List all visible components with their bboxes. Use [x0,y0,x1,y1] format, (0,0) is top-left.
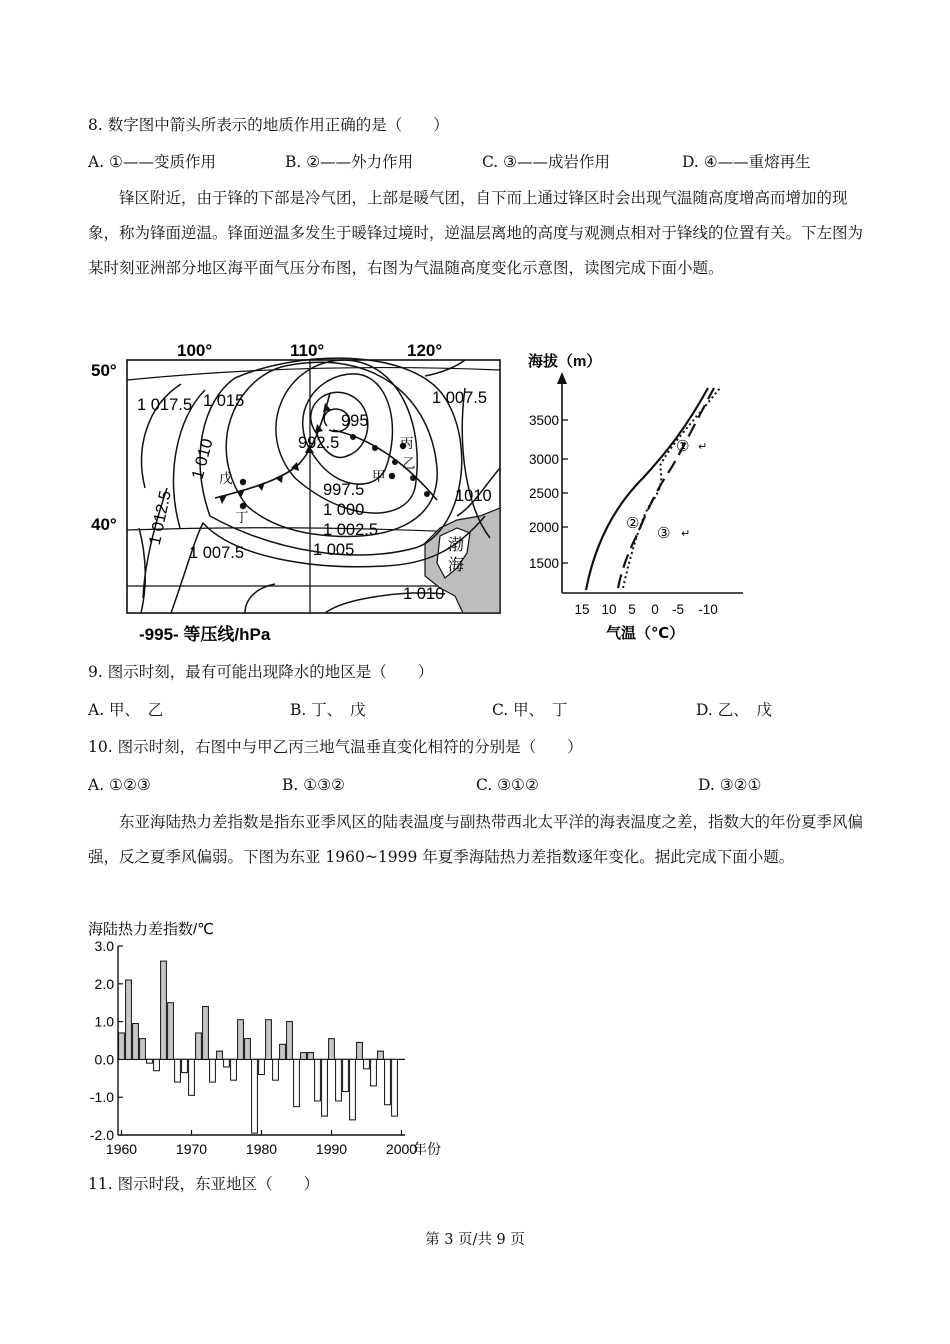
y-tick-label: 0.0 [94,1051,114,1068]
lon-120: 120° [407,341,443,360]
bar [322,1059,328,1116]
bar [266,1020,272,1060]
map-legend: -995- 等压线/hPa [139,625,271,644]
mark-return: ↵ [681,528,691,540]
isobar-label: 1 000 [323,501,365,519]
lon-100: 100° [177,341,213,360]
page-footer: 第 3 页/共 9 页 [425,1232,525,1248]
lat-50: 50° [91,361,117,380]
ytick: 3500 [528,413,559,428]
q9-option-c: C. 甲、 丁 [492,701,568,719]
bar [378,1051,384,1059]
bar [147,1059,153,1063]
isobar-label: 1 007.5 [432,389,488,407]
bar [231,1059,237,1080]
y-tick-label: -2.0 [89,1127,114,1143]
sea-label-hai: 海 [448,557,465,574]
bar [392,1059,398,1116]
ytick: 1500 [528,556,559,571]
chart-title: 海陆热力差指数/℃ [88,921,215,938]
lat-40: 40° [91,515,117,534]
isobar-label: 1 012.5 [145,488,175,547]
isobar-label: 1 015 [203,392,245,410]
bar [259,1059,265,1074]
bar [161,961,167,1059]
bar [385,1059,391,1104]
isobar-label: 1 010 [403,585,445,603]
q9-option-a: A. 甲、 乙 [88,701,164,719]
isobar-map [85,338,515,648]
q10-option-a: A. ①②③ [88,776,151,794]
passage-front-inversion: 锋区附近，由于锋的下部是冷气团，上部是暖气团，自下而上通过锋区时会出现气温随高度增高而增加的现象，称为锋面逆温。锋面逆温多发生于暖锋过境时，逆温层离地的高度与观测点相对于锋线的位置有关。下左图为某时刻亚洲部分地区海平面气压分布图，右图为气温随高度变化示意图，读图完成下面小题。 [88,189,864,277]
y-tick-label: 3.0 [94,938,114,954]
bar [364,1059,370,1068]
bar [182,1059,188,1072]
x-tick-label: 1970 [175,1141,208,1157]
place-ding: 丁 [235,510,249,525]
curve-label-2: ② [626,515,640,532]
curve-label-1: ① [676,438,690,455]
curve-label-3: ③ [657,525,671,542]
bar [315,1059,321,1101]
bar [189,1059,195,1095]
y-tick-label: 1.0 [94,1013,114,1030]
x-tick-label: 1990 [315,1141,348,1157]
bar [357,1042,363,1059]
bar [126,980,132,1059]
place-yi: 乙 [402,456,416,471]
isobar-label: 1 007.5 [189,544,245,562]
isobar-label: 1 002.5 [323,521,379,539]
isobar-label: 997.5 [323,481,365,499]
y-tick-label: -1.0 [89,1089,114,1106]
q10-option-b: B. ①③② [282,776,345,794]
sea-label-bo: 渤 [448,537,465,554]
xtick: 0 [651,602,659,617]
bar [133,1023,139,1059]
q10-option-c: C. ③①② [476,776,539,794]
bar [175,1059,181,1082]
bar [140,1039,146,1060]
isobar-label: 1 005 [313,541,355,559]
profile-xlabel: 气温（℃） [606,625,685,642]
q9-option-d: D. 乙、 戊 [696,701,772,719]
bar [371,1059,377,1085]
q10-option-d: D. ③②① [698,776,762,794]
mark-return: ↵ [698,441,708,453]
q10-stem: 10. 图示时刻，右图中与甲乙丙三地气温垂直变化相符的分别是（ ） [88,738,583,756]
bar [329,1039,335,1060]
xtick: 5 [628,602,636,617]
isobar-label: 992.5 [298,434,340,452]
place-wu: 戊 [219,471,233,486]
bar [287,1022,293,1060]
isobar-label: 1010 [455,487,492,505]
x-tick-label: 1960 [105,1141,138,1157]
bar [119,1033,125,1059]
ytick: 2500 [528,486,559,501]
bar [245,1039,251,1060]
q8-stem: 8. 数字图中箭头所表示的地质作用正确的是（ ） [88,116,449,134]
ytick: 3000 [528,452,559,467]
bar [224,1059,230,1067]
bar [273,1059,279,1080]
xtick: -10 [698,602,718,617]
q8-option-a: A. ①——变质作用 [88,153,216,171]
x-tick-label: 2000 [385,1141,418,1157]
bar [238,1020,244,1060]
y-tick-label: 2.0 [94,975,114,992]
place-jia: 甲 [372,469,386,484]
bar [154,1059,160,1070]
bar [336,1059,342,1101]
bar [350,1059,356,1119]
isobar-label: 1 010 [188,436,217,482]
q9-option-b: B. 丁、 戊 [290,701,366,719]
profile-ylabel: 海拔（m） [528,353,602,370]
bar [217,1051,223,1059]
q9-stem: 9. 图示时刻，最有可能出现降水的地区是（ ） [88,663,434,681]
isobar-label: 995 [341,412,369,430]
bar [168,1003,174,1060]
q8-option-d: D. ④——重熔再生 [682,153,811,171]
xtick: 15 [574,602,590,617]
bar [280,1044,286,1059]
xtick: 10 [601,602,617,617]
temperature-profile-chart [518,338,758,648]
bar [301,1053,307,1060]
bar [308,1053,314,1060]
x-axis-label: 年份 [413,1141,441,1157]
bar [294,1059,300,1106]
isobar-label: 1 017.5 [137,396,193,414]
lon-110: 110° [290,341,325,360]
bar [203,1006,209,1059]
ytick: 2000 [528,520,559,535]
bar [343,1059,349,1091]
q8-option-b: B. ②——外力作用 [285,153,414,171]
q8-option-c: C. ③——成岩作用 [482,153,611,171]
bar [252,1059,258,1133]
x-tick-label: 1980 [245,1141,278,1157]
land-sea-index-bar-chart [80,914,460,1164]
q11-stem: 11. 图示时段，东亚地区（ ） [88,1175,320,1193]
bar [210,1059,216,1082]
bar [196,1033,202,1059]
xtick: -5 [671,602,685,617]
place-bing: 丙 [400,436,414,451]
passage-land-sea-index: 东亚海陆热力差指数是指东亚季风区的陆表温度与副热带西北太平洋的海表温度之差，指数大的年份夏季风偏强，反之夏季风偏弱。下图为东亚 1960~1999 年夏季海陆热力差指数逐年变化。据此完成下面小题。 [88,813,864,866]
